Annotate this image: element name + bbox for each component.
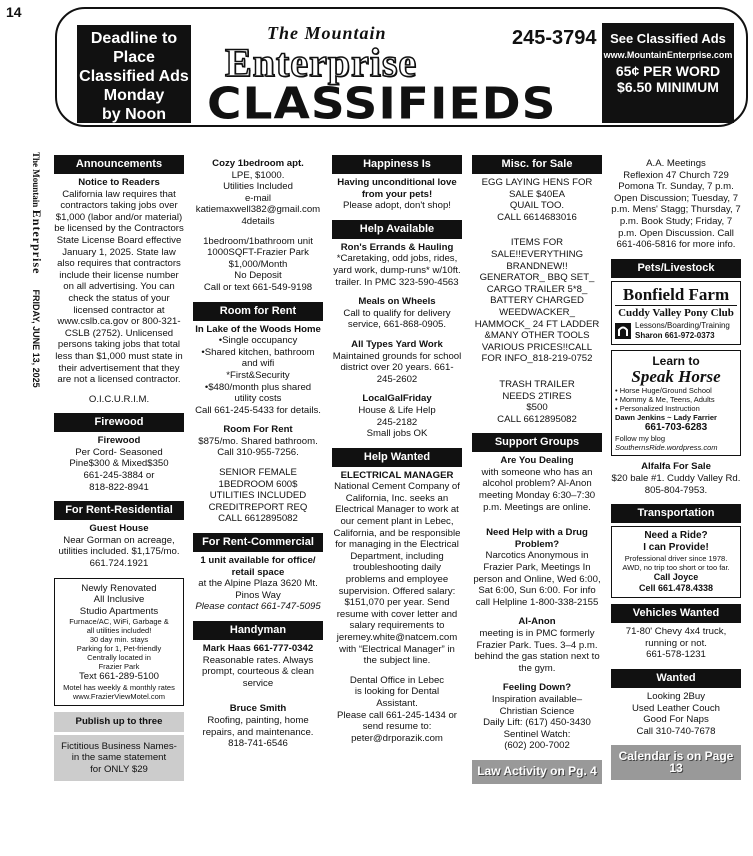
ad-body: at the Alpine Plaza 3620 Mt. Pinos Way (198, 578, 318, 601)
ad-body: Please adopt, don't shop! (343, 200, 451, 212)
ad-line: BATTERY CHARGED (490, 295, 584, 307)
ad-line: Christian Science (499, 705, 575, 717)
ad-title: Having unconditional love from your pets! (337, 177, 457, 200)
ad-title: All Types Yard Work (351, 338, 443, 350)
fictitious-ad (54, 712, 184, 732)
ad-line: send resume to: (362, 721, 432, 733)
ad-contact: Please contact 661-747-5095 (195, 601, 321, 613)
meals-ad (332, 296, 462, 331)
ad-line: &MANY OTHER TOOLS (484, 330, 590, 342)
ad-line: Inspiration available– (491, 693, 583, 705)
header-room-for-rent: Room for Rent (193, 302, 323, 321)
couch-ad (611, 691, 741, 737)
ad-body: Reflexion 47 Church 729 Pomona Tr. Sunday, 7 p.m. Open Discussion; Tuesday, 7 p.m. Mens' Stagg; Thursday, 7 p.m. Book Study; Friday, 7 p.m. Open Discussion. Call 661-406-5816 for more info. (611, 169, 741, 251)
notice-ad (54, 177, 184, 386)
speak-phone: 661-703-6283 (644, 422, 708, 434)
ad-line: House & Life Help (358, 404, 436, 416)
deadline-line: by Noon (102, 106, 166, 123)
header-vehicles-wanted: Vehicles Wanted (611, 604, 741, 623)
ad-body: California law requires that contractors taking jobs over $1,000 (labor and/or material) be licensed by the Contractors State License Board effective January 1, 2025. State law also requires that contractors include their license number on all advertising. You can check the status of your licensed contractor at www.cslb.ca.gov or 800-321-CSLB (2752). Unlicensed persons taking jobs that total less than $1,000 must state in their advertisement that they are not a licensed contractor. (54, 188, 184, 386)
header-misc-for-sale: Misc. for Sale (472, 155, 602, 174)
ad-line: 1BEDROOM 600$ (218, 478, 298, 490)
header-announcements: Announcements (54, 155, 184, 174)
ad-line: e-mail (244, 192, 272, 204)
paper-prefix: The Mountain (267, 23, 387, 43)
alanon-ad (472, 616, 602, 674)
header-rent-residential: For Rent-Residential (54, 501, 184, 520)
header-rent-commercial: For Rent-Commercial (193, 533, 323, 552)
dealing-ad (472, 455, 602, 513)
speak-horse-ad (611, 350, 741, 456)
law-activity-banner: Law Activity on Pg. 4 (472, 760, 602, 784)
localgal-ad (332, 393, 462, 439)
header-support-groups: Support Groups (472, 433, 602, 452)
ad-line: VARIOUS PRICES!!CALL (481, 341, 593, 353)
trash-trailer-ad (472, 379, 602, 425)
ad-line: Per Cord- Seasoned (75, 446, 163, 458)
ad-title: Firewood (97, 435, 141, 447)
ad-title: Al-Anon (518, 616, 556, 628)
side-date: FRIDAY, JUNE 13, 2025 (31, 289, 41, 388)
ad-line: CALL 6612895082 (218, 513, 298, 525)
ad-line: 1bedroom/1bathroom unit (203, 235, 313, 247)
ad-title: Guest House (89, 523, 149, 535)
ad-line: Dental Office in Lebec (349, 674, 445, 686)
horseshoe-icon (615, 323, 631, 339)
speak-blog-link[interactable]: SouthernsRide.wordpress.com (615, 443, 718, 453)
ad-line: Parking for 1, Pet-friendly (76, 644, 162, 654)
ad-body: meeting is in PMC formerly Frazier Park. Tues. 3–4 p.m. behind the gas station next to the gym. (474, 628, 600, 674)
ad-line: 245-2182 (376, 416, 418, 428)
rates-box (602, 23, 734, 123)
guest-house-ad (54, 523, 184, 569)
studio-rates: Motel has weekly & monthly rates (63, 683, 175, 692)
farm-contact: Sharon 661-972-0373 (635, 331, 715, 341)
ad-title: In Lake of the Woods Home (195, 323, 321, 335)
ad-line: Assistant. (376, 697, 418, 709)
ad-body: Reasonable rates. Always prompt, courteous & clean service (202, 654, 314, 689)
yard-ad (332, 339, 462, 385)
ride-question: I can Provide! (643, 542, 709, 554)
ad-line: CALL 6614683016 (497, 211, 577, 223)
ad-line: 71-80' Chevy 4x4 truck, (625, 626, 727, 638)
ad-line: SALE!!EVERYTHING (490, 248, 584, 260)
ad-line: SALE $40EA (508, 188, 565, 200)
deadline-line: Classified Ads (79, 68, 189, 85)
header-handyman: Handyman (193, 621, 323, 640)
dental-ad (332, 675, 462, 745)
eggs-ad (472, 177, 602, 223)
fictitious-box (54, 735, 184, 782)
calendar-banner: Calendar is on Page 13 (611, 745, 741, 780)
bonfield-farm-ad (611, 281, 741, 346)
ad-line: running or not. (645, 637, 707, 649)
ad-line: 818-822-8941 (89, 481, 149, 493)
ad-title: Need Help with a Drug Problem? (486, 527, 588, 550)
ad-body: Near Gorman on acreage, utilities included. $1,175/mo. 661.724.1921 (58, 534, 180, 570)
ad-title: Are You Dealing (500, 455, 574, 467)
ad-line: WEEDWACKER_ (499, 306, 575, 318)
ad-line: Used Leather Couch (632, 702, 720, 714)
ad-line: for ONLY $29 (90, 763, 148, 775)
ad-line: HAMMOCK_ 24 FT LADDER (474, 318, 600, 330)
speak-item: • Mommy & Me, Teens, Adults (615, 395, 715, 405)
speak-item: • Horse Huge/Ground School (615, 386, 712, 396)
email-link[interactable]: katiemaxwell382@gmail.com (195, 204, 321, 216)
ad-line: (602) 200-7002 (504, 740, 570, 752)
room-rent-ad (193, 424, 323, 459)
column-5 (611, 152, 741, 780)
column-2 (193, 152, 323, 758)
ride-phone: Cell 661.478.4338 (638, 583, 714, 594)
ad-line: 661-245-3884 or (83, 470, 155, 482)
header-wanted: Wanted (611, 669, 741, 688)
ron-ad (332, 242, 462, 288)
ad-title: Feeling Down? (502, 682, 572, 694)
ad-line: Good For Naps (643, 714, 709, 726)
ad-line: $500 (526, 402, 548, 414)
ad-line: $1,000/Month (228, 258, 288, 270)
ad-line: 1000SQFT-Frazier Park (207, 247, 309, 259)
aa-ad (611, 158, 741, 251)
cozy-ad (193, 158, 323, 228)
ad-line: •Single occupancy (218, 335, 298, 347)
side-paper: The Mountain (31, 152, 41, 208)
side-text (29, 152, 44, 388)
firewood-ad (54, 435, 184, 493)
column-3 (332, 152, 462, 752)
ad-line: •$480/month plus shared utility costs (204, 381, 312, 405)
ad-line: FOR INFO_818-219-0752 (481, 353, 593, 365)
ad-line: CARGO TRAILER 5*8_ (486, 283, 588, 295)
farm-lessons: Lessons/Boarding/Training (635, 321, 730, 331)
rates-line: $6.50 MINIMUM (617, 79, 719, 95)
ad-line: Frazier Park (98, 662, 140, 672)
ad-title: 1 unit available for office/ retail space (200, 555, 316, 578)
ad-line: Please call 661-245-1434 or (336, 709, 457, 721)
header-help-available: Help Available (332, 220, 462, 239)
column-4 (472, 152, 602, 784)
section-title: CLASSIFIEDS (207, 79, 557, 130)
ad-line: in the same statement (71, 752, 167, 764)
items-ad (472, 237, 602, 365)
header-help-wanted: Help Wanted (332, 448, 462, 467)
ad-line: 4details (241, 215, 275, 227)
ad-title: Mark Haas 661-777-0342 (202, 643, 314, 654)
speak-follow: Follow my blog (615, 434, 666, 444)
ad-line: Small jobs OK (366, 428, 428, 440)
ad-line: SENIOR FEMALE (219, 467, 297, 479)
ad-title: Room For Rent (223, 424, 293, 436)
studio-ad (54, 578, 184, 706)
smith-ad (193, 703, 323, 749)
ad-line: CALL 6612895082 (497, 413, 577, 425)
ad-line: Call 310-740-7678 (636, 725, 716, 737)
ad-title: Meals on Wheels (358, 296, 436, 308)
ad-line: is looking for Dental (354, 686, 440, 698)
ad-body: *Caretaking, odd jobs, rides, yard work, dump-runs* w/10ft. trailer. In PMC 323-590-4563 (333, 253, 461, 288)
masthead (55, 7, 748, 130)
ad-line: Pine$300 & Mixed$350 (69, 458, 169, 470)
speak-blog-line (615, 434, 737, 452)
farm-details (615, 321, 737, 341)
ad-title: Fictitious Business Names- (61, 740, 177, 752)
speak-learn: Learn to (652, 354, 700, 369)
column-1 (54, 152, 184, 781)
ad-line: Utilities Included (223, 181, 293, 193)
drug-ad (472, 527, 602, 608)
ad-body: Maintained grounds for school district over 20 years. 661-245-2602 (332, 350, 462, 385)
oicurim-ad: O.I.C.U.R.I.M. (88, 393, 150, 405)
ad-body: National Cement Company of California, Inc. seeks an Electrical Manager to work at our cement plant in Lebec, California, and be responsible for managing in the Electrical Department, including troubleshooting daily problems and employee supervision. Offered salary: $151,070 per year. Send resume with cover letter and salary requirements to jeremey.white@natcem.com with “Electrical Manager” in the subject line. (333, 481, 461, 667)
ad-line: UTILITIES INCLUDED (209, 490, 307, 502)
speak-names: Dawn Jenkins ~ Lady Farrier (615, 413, 717, 423)
ad-title: Ron's Errands & Hauling (340, 241, 454, 253)
woods-ad (193, 324, 323, 417)
ad-title: ELECTRICAL MANAGER (340, 469, 454, 481)
header-firewood: Firewood (54, 413, 184, 432)
ad-line: TRASH TRAILER (499, 378, 575, 390)
ad-line: Centrally located in (87, 653, 151, 663)
ad-line: •Shared kitchen, bathroom and wifi (201, 346, 315, 370)
ad-title: Cozy 1bedroom apt. (212, 158, 304, 169)
ad-body: $875/mo. Shared bathroom. Call 310-955-7256. (198, 435, 318, 459)
ad-line: NEEDS 2TIRES (502, 390, 572, 402)
email-link[interactable]: peter@drporazik.com (351, 732, 443, 744)
ad-line: EGG LAYING HENS FOR (481, 177, 593, 188)
studio-website[interactable]: www.FrazierViewMotel.com (73, 692, 165, 701)
phone-number: 245-3794 (512, 27, 597, 49)
ad-title: LocalGalFriday (362, 393, 432, 405)
ad-line: 30 day min. stays (89, 635, 149, 645)
ad-body: Narcotics Anonymous in Frazier Park, Meetings In person and Online, Wed 6:00, Sat 6:00, Sun 6:00. For info call Helpline 1-800-338-2155 (473, 550, 601, 608)
ad-title: Alfalfa For Sale (641, 461, 711, 473)
paper-name: Enterprise (225, 40, 418, 85)
ad-body: $20 bale #1. Cuddy Valley Rd. 805-804-7953. (611, 472, 741, 496)
header-happiness: Happiness Is (332, 155, 462, 174)
ad-line: *First&Security (226, 369, 290, 381)
page-number: 14 (6, 4, 22, 20)
ad-line: Furnace/AC, WiFi, Garbage & (69, 617, 169, 627)
ride-question: Need a Ride? (644, 530, 708, 542)
chevy-ad (611, 626, 741, 661)
senior-ad (193, 467, 323, 525)
ride-ad (611, 526, 741, 598)
farm-club: Cuddy Valley Pony Club (618, 306, 734, 319)
haas-ad (193, 643, 323, 689)
ad-title: All Inclusive (93, 594, 145, 606)
ad-title: Newly Renovated (81, 582, 157, 594)
ad-title: Notice to Readers (78, 177, 160, 188)
speak-title: Speak Horse (631, 367, 721, 387)
ad-line: Call 661-245-5433 for details. (195, 404, 321, 416)
feeling-down-ad (472, 682, 602, 752)
ad-line: LPE, $1000. (231, 169, 285, 181)
ad-line: ITEMS FOR (510, 237, 564, 249)
ad-title: Studio Apartments (79, 605, 159, 617)
ride-body: Professional driver since 1978. AWD, no trip too short or too far. (622, 554, 730, 573)
happiness-ad (332, 177, 462, 212)
ad-line: Call or text 661-549-9198 (203, 281, 313, 293)
header-transportation: Transportation (611, 504, 741, 523)
speak-item: • Personalized Instruction (615, 404, 700, 414)
ad-body: Call to qualify for delivery service, 661-868-0905. (343, 307, 451, 331)
alfalfa-ad (611, 461, 741, 496)
rates-line: 65¢ PER WORD (615, 63, 721, 79)
header-pets-livestock: Pets/Livestock (611, 259, 741, 278)
ride-name: Call Joyce (653, 572, 699, 583)
ad-body: Roofing, painting, home repairs, and maintenance. 818-741-6546 (202, 714, 314, 750)
ad-line: Daily Lift: (617) 450-3430 (483, 717, 591, 729)
rates-line: See Classified Ads (610, 31, 726, 46)
ad-line: Publish up to three (75, 716, 163, 727)
unit-ad (193, 236, 323, 294)
deadline-box (77, 25, 191, 123)
electrical-ad (332, 470, 462, 667)
ad-line: Looking 2Buy (646, 690, 706, 702)
office-ad (193, 555, 323, 613)
ad-title: A.A. Meetings (646, 158, 706, 169)
ad-line: QUAIL TOO. (509, 200, 565, 212)
ad-line: all utilities included! (86, 626, 152, 636)
side-paper-big: Enterprise (30, 209, 44, 275)
ad-line: Sentinel Watch: (503, 728, 571, 740)
deadline-line: Deadline to Place (90, 30, 178, 66)
website-link[interactable]: www.MountainEnterprise.com (603, 50, 733, 60)
ad-line: CREDITREPORT REQ (208, 501, 308, 513)
studio-details (58, 617, 180, 671)
ad-line: 661-578-1231 (646, 649, 706, 661)
studio-phone: Text 661-289-5100 (78, 671, 159, 683)
ad-title: Bruce Smith (229, 703, 287, 715)
farm-name: Bonfield Farm (615, 285, 737, 306)
ad-line: BRANDNEW!! (506, 260, 568, 272)
side-banner (30, 152, 44, 442)
ad-line: GENERATOR_ BBQ SET_ (479, 272, 595, 284)
ad-line: No Deposit (234, 270, 282, 282)
ad-body: with someone who has an alcohol problem? Al-Anon meeting Monday 6:30–7:30 p.m. Meetings are online. (478, 466, 596, 513)
deadline-line: Monday (103, 87, 165, 104)
